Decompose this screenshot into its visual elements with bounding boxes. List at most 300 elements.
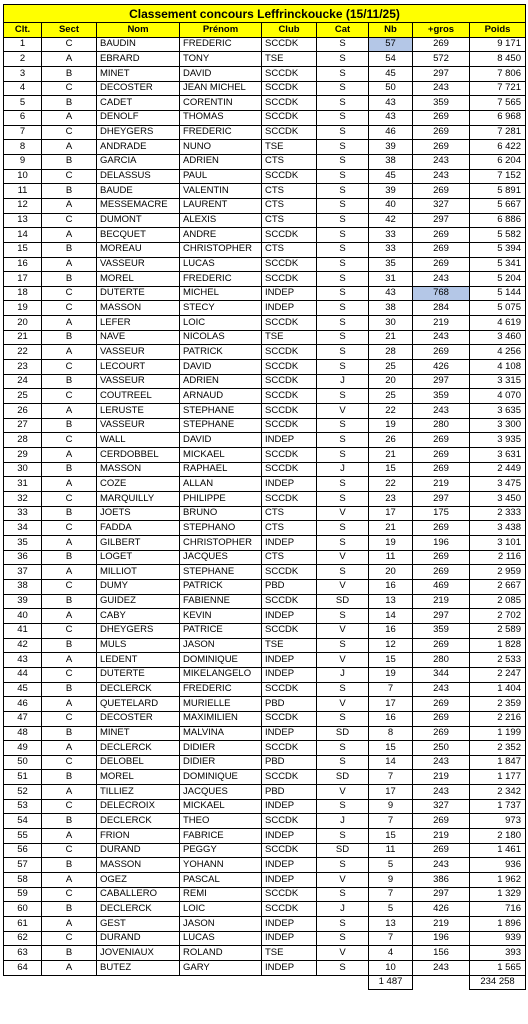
club-cell: SCCDK: [262, 96, 317, 111]
count-cell: 13: [369, 917, 413, 932]
club-cell: SCCDK: [262, 110, 317, 125]
weight-cell: 7 806: [470, 66, 526, 81]
weight-cell: 3 101: [470, 535, 526, 550]
empty-cell: [4, 975, 42, 990]
firstname-cell: ALEXIS: [180, 213, 262, 228]
firstname-cell: MICKAEL: [180, 799, 262, 814]
club-cell: SCCDK: [262, 594, 317, 609]
lastname-cell: DECLERCK: [97, 741, 180, 756]
category-cell: S: [317, 917, 369, 932]
count-cell: 45: [369, 66, 413, 81]
firstname-cell: JEAN MICHEL: [180, 81, 262, 96]
firstname-cell: NICOLAS: [180, 330, 262, 345]
sector-cell: B: [42, 418, 97, 433]
sector-cell: C: [42, 492, 97, 507]
table-row: [4, 286, 526, 301]
table-row: [4, 829, 526, 844]
firstname-cell: PATRICE: [180, 623, 262, 638]
biggest-cell: 269: [413, 242, 470, 257]
category-cell: S: [317, 477, 369, 492]
lastname-cell: DURAND: [97, 843, 180, 858]
rank-cell: 28: [4, 433, 42, 448]
firstname-cell: CHRISTOPHER: [180, 242, 262, 257]
count-cell: 10: [369, 961, 413, 976]
count-cell: 13: [369, 594, 413, 609]
firstname-cell: MURIELLE: [180, 697, 262, 712]
rank-cell: 20: [4, 316, 42, 331]
category-cell: SD: [317, 726, 369, 741]
table-row: [4, 360, 526, 375]
table-row: [4, 389, 526, 404]
table-row: [4, 609, 526, 624]
club-cell: CTS: [262, 154, 317, 169]
firstname-cell: LOIC: [180, 902, 262, 917]
table-row: [4, 37, 526, 52]
weight-cell: 1 329: [470, 887, 526, 902]
rank-cell: 17: [4, 272, 42, 287]
rank-cell: 35: [4, 535, 42, 550]
table-row: [4, 961, 526, 976]
weight-cell: 5 341: [470, 257, 526, 272]
count-cell: 57: [369, 37, 413, 52]
rank-cell: 42: [4, 638, 42, 653]
sector-cell: A: [42, 741, 97, 756]
firstname-cell: FABRICE: [180, 829, 262, 844]
weight-cell: 9 171: [470, 37, 526, 52]
lastname-cell: LEDENT: [97, 653, 180, 668]
category-cell: S: [317, 345, 369, 360]
ranking-sheet: [3, 4, 526, 990]
lastname-cell: MARQUILLY: [97, 492, 180, 507]
rank-cell: 25: [4, 389, 42, 404]
sector-cell: A: [42, 52, 97, 67]
lastname-cell: DUTERTE: [97, 667, 180, 682]
table-row: [4, 741, 526, 756]
lastname-cell: BAUDE: [97, 184, 180, 199]
count-cell: 42: [369, 213, 413, 228]
category-cell: S: [317, 858, 369, 873]
weight-cell: 5 144: [470, 286, 526, 301]
empty-cell: [262, 975, 317, 990]
count-cell: 21: [369, 330, 413, 345]
sector-cell: A: [42, 345, 97, 360]
header-biggest: +gros: [413, 23, 470, 38]
category-cell: S: [317, 213, 369, 228]
weight-cell: 4 619: [470, 316, 526, 331]
biggest-cell: 250: [413, 741, 470, 756]
firstname-cell: FREDERIC: [180, 125, 262, 140]
biggest-cell: 243: [413, 169, 470, 184]
sector-cell: B: [42, 96, 97, 111]
table-row: [4, 697, 526, 712]
club-cell: INDEP: [262, 873, 317, 888]
header-club: Club: [262, 23, 317, 38]
category-cell: S: [317, 154, 369, 169]
biggest-cell: 426: [413, 902, 470, 917]
table-row: [4, 345, 526, 360]
rank-cell: 9: [4, 154, 42, 169]
lastname-cell: GEST: [97, 917, 180, 932]
sector-cell: B: [42, 814, 97, 829]
category-cell: J: [317, 902, 369, 917]
rank-cell: 41: [4, 623, 42, 638]
count-cell: 43: [369, 286, 413, 301]
biggest-cell: 359: [413, 623, 470, 638]
count-cell: 19: [369, 535, 413, 550]
firstname-cell: CHRISTOPHER: [180, 535, 262, 550]
lastname-cell: DECLERCK: [97, 814, 180, 829]
category-cell: V: [317, 785, 369, 800]
weight-cell: 6 422: [470, 140, 526, 155]
sector-cell: C: [42, 37, 97, 52]
count-cell: 16: [369, 711, 413, 726]
firstname-cell: JASON: [180, 917, 262, 932]
category-cell: S: [317, 741, 369, 756]
rank-cell: 50: [4, 755, 42, 770]
sector-cell: C: [42, 579, 97, 594]
biggest-cell: 219: [413, 770, 470, 785]
lastname-cell: CADET: [97, 96, 180, 111]
table-row: [4, 301, 526, 316]
biggest-cell: 269: [413, 37, 470, 52]
club-cell: CTS: [262, 521, 317, 536]
table-row: [4, 638, 526, 653]
firstname-cell: ADRIEN: [180, 374, 262, 389]
firstname-cell: PATRICK: [180, 345, 262, 360]
firstname-cell: MAXIMILIEN: [180, 711, 262, 726]
category-cell: S: [317, 125, 369, 140]
biggest-cell: 219: [413, 594, 470, 609]
category-cell: S: [317, 360, 369, 375]
table-row: [4, 198, 526, 213]
table-row: [4, 623, 526, 638]
sector-cell: A: [42, 829, 97, 844]
lastname-cell: ANDRADE: [97, 140, 180, 155]
sector-cell: B: [42, 726, 97, 741]
club-cell: SCCDK: [262, 902, 317, 917]
category-cell: S: [317, 521, 369, 536]
count-cell: 16: [369, 623, 413, 638]
rank-cell: 62: [4, 931, 42, 946]
lastname-cell: FADDA: [97, 521, 180, 536]
rank-cell: 18: [4, 286, 42, 301]
category-cell: S: [317, 316, 369, 331]
weight-cell: 4 256: [470, 345, 526, 360]
firstname-cell: CORENTIN: [180, 96, 262, 111]
rank-cell: 39: [4, 594, 42, 609]
rank-cell: 13: [4, 213, 42, 228]
firstname-cell: YOHANN: [180, 858, 262, 873]
rank-cell: 4: [4, 81, 42, 96]
table-row: [4, 66, 526, 81]
lastname-cell: JOVENIAUX: [97, 946, 180, 961]
lastname-cell: DECOSTER: [97, 711, 180, 726]
weight-cell: 3 935: [470, 433, 526, 448]
weight-cell: 5 204: [470, 272, 526, 287]
biggest-cell: 243: [413, 961, 470, 976]
biggest-cell: 469: [413, 579, 470, 594]
lastname-cell: DHEYGERS: [97, 623, 180, 638]
sector-cell: B: [42, 506, 97, 521]
biggest-cell: 768: [413, 286, 470, 301]
table-row: [4, 184, 526, 199]
club-cell: PBD: [262, 697, 317, 712]
biggest-cell: 386: [413, 873, 470, 888]
biggest-cell: 175: [413, 506, 470, 521]
firstname-cell: JACQUES: [180, 785, 262, 800]
firstname-cell: ADRIEN: [180, 154, 262, 169]
rank-cell: 30: [4, 462, 42, 477]
category-cell: S: [317, 110, 369, 125]
table-row: [4, 52, 526, 67]
weight-cell: 1 565: [470, 961, 526, 976]
rank-cell: 47: [4, 711, 42, 726]
count-cell: 9: [369, 799, 413, 814]
rank-cell: 6: [4, 110, 42, 125]
sector-cell: A: [42, 110, 97, 125]
sector-cell: A: [42, 873, 97, 888]
club-cell: INDEP: [262, 286, 317, 301]
lastname-cell: MILLIOT: [97, 565, 180, 580]
firstname-cell: DAVID: [180, 66, 262, 81]
category-cell: S: [317, 37, 369, 52]
category-cell: J: [317, 462, 369, 477]
lastname-cell: MASSON: [97, 462, 180, 477]
lastname-cell: MULS: [97, 638, 180, 653]
weight-cell: 3 300: [470, 418, 526, 433]
weight-cell: 3 460: [470, 330, 526, 345]
weight-cell: 1 177: [470, 770, 526, 785]
count-cell: 31: [369, 272, 413, 287]
category-cell: S: [317, 931, 369, 946]
biggest-cell: 269: [413, 448, 470, 463]
firstname-cell: MIKELANGELO: [180, 667, 262, 682]
weight-cell: 3 635: [470, 404, 526, 419]
club-cell: INDEP: [262, 961, 317, 976]
table-row: [4, 917, 526, 932]
sector-cell: C: [42, 623, 97, 638]
biggest-cell: 269: [413, 462, 470, 477]
sector-cell: A: [42, 917, 97, 932]
sector-cell: A: [42, 609, 97, 624]
firstname-cell: MICKAEL: [180, 448, 262, 463]
biggest-cell: 243: [413, 755, 470, 770]
weight-cell: 2 667: [470, 579, 526, 594]
category-cell: S: [317, 81, 369, 96]
table-row: [4, 404, 526, 419]
rank-cell: 2: [4, 52, 42, 67]
rank-cell: 10: [4, 169, 42, 184]
biggest-cell: 269: [413, 228, 470, 243]
sector-cell: A: [42, 316, 97, 331]
category-cell: V: [317, 579, 369, 594]
weight-cell: 1 847: [470, 755, 526, 770]
sector-cell: C: [42, 169, 97, 184]
count-cell: 26: [369, 433, 413, 448]
rank-cell: 49: [4, 741, 42, 756]
sector-cell: C: [42, 521, 97, 536]
count-cell: 5: [369, 902, 413, 917]
count-cell: 15: [369, 829, 413, 844]
biggest-cell: 243: [413, 404, 470, 419]
lastname-cell: DURAND: [97, 931, 180, 946]
lastname-cell: LOGET: [97, 550, 180, 565]
biggest-cell: 196: [413, 535, 470, 550]
lastname-cell: EBRARD: [97, 52, 180, 67]
lastname-cell: VASSEUR: [97, 374, 180, 389]
category-cell: J: [317, 814, 369, 829]
sector-cell: A: [42, 535, 97, 550]
weight-cell: 7 152: [470, 169, 526, 184]
count-cell: 16: [369, 579, 413, 594]
firstname-cell: FREDERIC: [180, 37, 262, 52]
category-cell: V: [317, 873, 369, 888]
category-cell: S: [317, 286, 369, 301]
table-row: [4, 448, 526, 463]
lastname-cell: DELASSUS: [97, 169, 180, 184]
lastname-cell: FRION: [97, 829, 180, 844]
sector-cell: A: [42, 140, 97, 155]
lastname-cell: DHEYGERS: [97, 125, 180, 140]
biggest-cell: 269: [413, 726, 470, 741]
category-cell: V: [317, 697, 369, 712]
category-cell: J: [317, 374, 369, 389]
club-cell: SCCDK: [262, 770, 317, 785]
table-row: [4, 462, 526, 477]
table-row: [4, 213, 526, 228]
total-count: 1 487: [369, 975, 413, 990]
category-cell: S: [317, 887, 369, 902]
weight-cell: 5 667: [470, 198, 526, 213]
club-cell: INDEP: [262, 301, 317, 316]
biggest-cell: 297: [413, 609, 470, 624]
biggest-cell: 196: [413, 931, 470, 946]
lastname-cell: GUIDEZ: [97, 594, 180, 609]
firstname-cell: STEPHANE: [180, 418, 262, 433]
sector-cell: B: [42, 638, 97, 653]
club-cell: CTS: [262, 506, 317, 521]
table-row: [4, 228, 526, 243]
header-count: Nb: [369, 23, 413, 38]
club-cell: PBD: [262, 785, 317, 800]
table-row: [4, 843, 526, 858]
table-row: [4, 873, 526, 888]
table-row: [4, 125, 526, 140]
rank-cell: 37: [4, 565, 42, 580]
empty-cell: [413, 975, 470, 990]
rank-cell: 14: [4, 228, 42, 243]
empty-cell: [42, 975, 97, 990]
rank-cell: 40: [4, 609, 42, 624]
count-cell: 19: [369, 667, 413, 682]
lastname-cell: LECOURT: [97, 360, 180, 375]
club-cell: TSE: [262, 52, 317, 67]
table-row: [4, 946, 526, 961]
category-cell: S: [317, 755, 369, 770]
lastname-cell: DENOLF: [97, 110, 180, 125]
sector-cell: B: [42, 462, 97, 477]
biggest-cell: 219: [413, 829, 470, 844]
header-sector: Sect: [42, 23, 97, 38]
weight-cell: 5 394: [470, 242, 526, 257]
category-cell: S: [317, 228, 369, 243]
biggest-cell: 219: [413, 477, 470, 492]
count-cell: 54: [369, 52, 413, 67]
firstname-cell: GARY: [180, 961, 262, 976]
rank-cell: 16: [4, 257, 42, 272]
weight-cell: 2 359: [470, 697, 526, 712]
category-cell: SD: [317, 594, 369, 609]
header-firstname: Prénom: [180, 23, 262, 38]
sector-cell: C: [42, 667, 97, 682]
lastname-cell: JOETS: [97, 506, 180, 521]
count-cell: 9: [369, 873, 413, 888]
count-cell: 12: [369, 638, 413, 653]
sector-cell: B: [42, 594, 97, 609]
biggest-cell: 280: [413, 418, 470, 433]
weight-cell: 1 737: [470, 799, 526, 814]
category-cell: V: [317, 946, 369, 961]
club-cell: SCCDK: [262, 169, 317, 184]
club-cell: INDEP: [262, 609, 317, 624]
biggest-cell: 269: [413, 110, 470, 125]
biggest-cell: 243: [413, 682, 470, 697]
count-cell: 25: [369, 389, 413, 404]
lastname-cell: BUTEZ: [97, 961, 180, 976]
weight-cell: 2 959: [470, 565, 526, 580]
club-cell: INDEP: [262, 799, 317, 814]
biggest-cell: 243: [413, 81, 470, 96]
weight-cell: 3 631: [470, 448, 526, 463]
category-cell: S: [317, 638, 369, 653]
club-cell: TSE: [262, 330, 317, 345]
table-row: [4, 506, 526, 521]
table-row: [4, 887, 526, 902]
firstname-cell: JACQUES: [180, 550, 262, 565]
firstname-cell: FABIENNE: [180, 594, 262, 609]
lastname-cell: COZE: [97, 477, 180, 492]
biggest-cell: 269: [413, 125, 470, 140]
count-cell: 19: [369, 418, 413, 433]
sector-cell: C: [42, 125, 97, 140]
club-cell: TSE: [262, 946, 317, 961]
category-cell: S: [317, 492, 369, 507]
rank-cell: 34: [4, 521, 42, 536]
club-cell: INDEP: [262, 726, 317, 741]
firstname-cell: PATRICK: [180, 579, 262, 594]
weight-cell: 2 180: [470, 829, 526, 844]
club-cell: SCCDK: [262, 257, 317, 272]
category-cell: S: [317, 433, 369, 448]
biggest-cell: 269: [413, 843, 470, 858]
table-row: [4, 330, 526, 345]
weight-cell: 5 891: [470, 184, 526, 199]
club-cell: SCCDK: [262, 418, 317, 433]
weight-cell: 2 116: [470, 550, 526, 565]
sector-cell: B: [42, 184, 97, 199]
rank-cell: 1: [4, 37, 42, 52]
club-cell: SCCDK: [262, 389, 317, 404]
lastname-cell: MINET: [97, 66, 180, 81]
table-row: [4, 96, 526, 111]
firstname-cell: ROLAND: [180, 946, 262, 961]
sector-cell: C: [42, 711, 97, 726]
firstname-cell: FREDERIC: [180, 272, 262, 287]
weight-cell: 3 438: [470, 521, 526, 536]
biggest-cell: 219: [413, 316, 470, 331]
count-cell: 7: [369, 682, 413, 697]
lastname-cell: MOREAU: [97, 242, 180, 257]
